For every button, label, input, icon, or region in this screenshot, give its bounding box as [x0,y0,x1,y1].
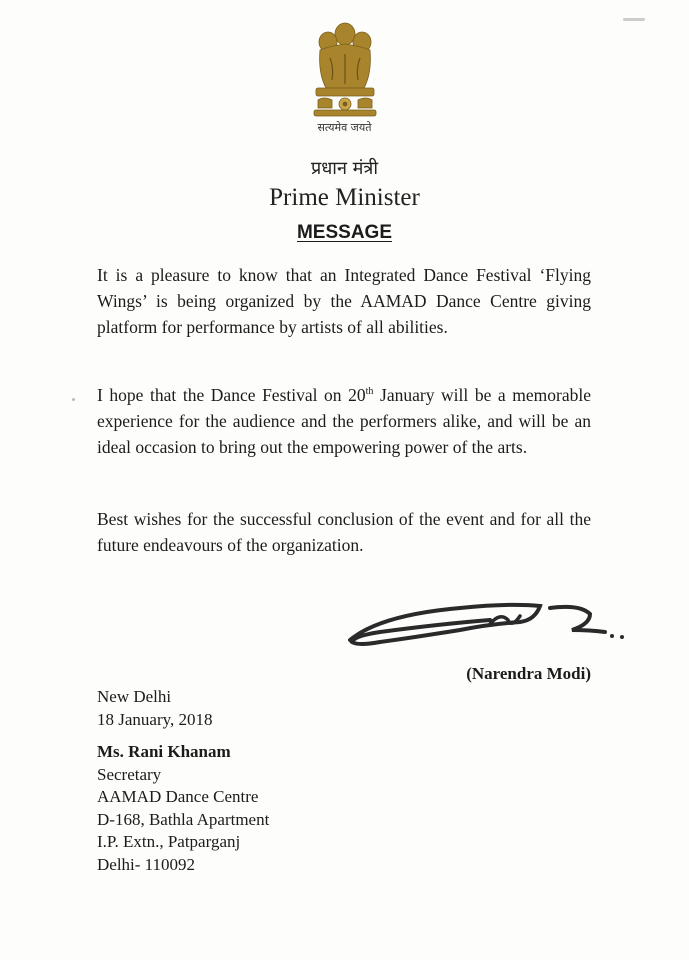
place: New Delhi [97,687,172,706]
paragraph-2-start: I hope that the Dance Festival on 20 [97,385,366,405]
address-line-2: I.P. Extn., Patparganj [97,832,241,851]
addressee-organization: AAMAD Dance Centre [97,787,259,806]
scan-mark [72,398,75,401]
paragraph-2-end: January will be a memorable experience for the audience and the performers alike, and will be an ideal occasion to bring out the empowering power of the arts. [97,385,591,457]
letter-date: 18 January, 2018 [97,709,213,729]
addressee-block [97,741,269,876]
paragraph-2 [97,382,591,460]
paragraph-1: It is a pleasure to know that an Integrated Dance Festival ‘Flying Wings’ is being organized by the AAMAD Dance Centre giving platform for performance by artists of all abilities. [97,265,591,337]
signer-name: (Narendra Modi) [466,664,591,683]
place-and-date [97,686,213,731]
office-title: Prime Minister [269,184,420,211]
addressee-designation: Secretary [97,764,162,784]
scan-mark [623,18,645,21]
addressee-name: Ms. Rani Khanam [97,742,231,761]
ordinal-suffix: th [365,386,374,398]
paragraph-3: Best wishes for the successful conclusion of the event and for all the future endeavours of the organization. [97,509,591,555]
address-line-1: D-168, Bathla Apartment [97,809,270,829]
handwritten-signature [340,590,640,660]
hindi-office-title: प्रधान मंत्री [310,158,379,179]
emblem-motto: सत्यमेव जयते [317,121,372,134]
address-line-3: Delhi- 110092 [97,854,196,874]
message-heading: MESSAGE [296,222,393,243]
